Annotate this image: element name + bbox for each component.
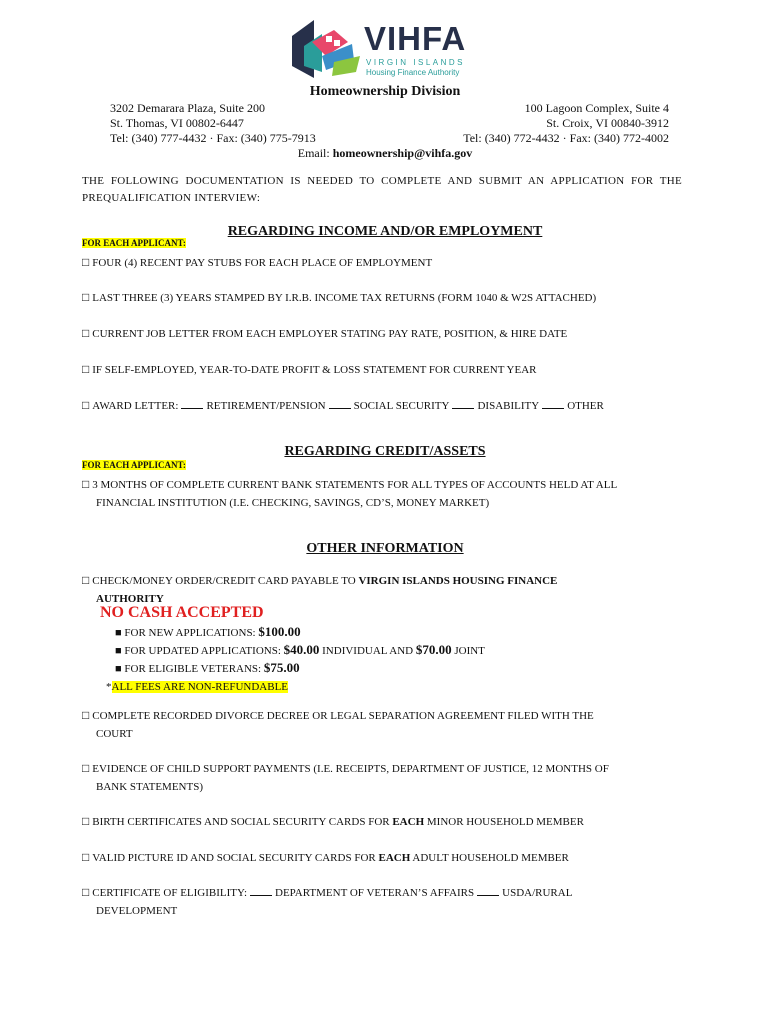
email-link[interactable]: homeownership@vihfa.gov (332, 146, 473, 160)
st-thomas-address (110, 101, 316, 146)
checkbox[interactable]: □ (82, 477, 90, 491)
checklist-item (82, 812, 682, 831)
address-line: 3202 Demarara Plaza, Suite 200 (110, 101, 265, 115)
award-letter-item (82, 396, 682, 415)
checklist-item (82, 706, 682, 743)
checklist-item (82, 360, 682, 379)
bullet-icon: ■ (115, 627, 125, 639)
vihfa-logo (282, 16, 487, 82)
fee-connector: INDIVIDUAL AND (319, 645, 416, 657)
checklist-item (82, 759, 682, 796)
item-text: ADULT HOUSEHOLD MEMBER (410, 852, 569, 864)
award-option: OTHER (567, 400, 604, 412)
income-applicant-label: FOR EACH APPLICANT: (82, 238, 186, 248)
item-text-continued: DEVELOPMENT (96, 905, 178, 917)
email-line (0, 146, 770, 161)
fee-amount: $100.00 (258, 624, 301, 639)
address-line: St. Croix, VI 00840-3912 (546, 116, 669, 130)
logo-tagline: Housing Finance Authority (366, 68, 460, 77)
item-text: LAST THREE (3) YEARS STAMPED BY I.R.B. INCOME TAX RETURNS (FORM 1040 & W2S ATTACHED) (92, 292, 597, 304)
checkbox[interactable]: □ (82, 290, 90, 304)
house-logo-icon (282, 16, 362, 82)
blank-field[interactable] (250, 886, 272, 896)
fee-veterans (115, 660, 300, 676)
checklist-item (82, 288, 682, 307)
blank-field[interactable] (542, 399, 564, 409)
non-refundable-note (106, 681, 288, 693)
division-title: Homeownership Division (309, 84, 461, 99)
checklist-item (82, 475, 682, 512)
checkbox[interactable]: □ (82, 255, 90, 269)
award-option: DISABILITY (477, 400, 540, 412)
checklist-item (82, 883, 682, 920)
logo-wordmark: VIHFA (364, 20, 467, 57)
email-label: Email: (297, 146, 333, 160)
blank-field[interactable] (329, 399, 351, 409)
emphasis: EACH (378, 852, 411, 864)
blank-field[interactable] (452, 399, 474, 409)
address-line: St. Thomas, VI 00802-6447 (110, 116, 244, 130)
item-text-continued: COURT (96, 728, 133, 740)
item-text: CERTIFICATE OF ELIGIBILITY: (92, 887, 248, 899)
item-text: VALID PICTURE ID AND SOCIAL SECURITY CARDS FOR (92, 852, 379, 864)
blank-field[interactable] (181, 399, 203, 409)
intro-paragraph: THE FOLLOWING DOCUMENTATION IS NEEDED TO COMPLETE AND SUBMIT AN APPLICATION FOR THE PREQUALIFICATION INTERVIEW: (82, 175, 682, 204)
asterisk: * (106, 681, 112, 693)
other-heading: OTHER INFORMATION (306, 541, 464, 556)
fee-updated (115, 642, 485, 658)
checkbox[interactable]: □ (82, 761, 90, 775)
checklist-item (82, 571, 682, 608)
checkbox[interactable]: □ (82, 362, 90, 376)
logo-subtitle: VIRGIN ISLANDS (366, 58, 466, 67)
fee-label: FOR UPDATED APPLICATIONS: (124, 645, 284, 657)
checklist-item (82, 324, 682, 343)
checkbox[interactable]: □ (82, 398, 90, 412)
bullet-icon: ■ (115, 663, 125, 675)
item-text-continued: FINANCIAL INSTITUTION (I.E. CHECKING, SAVINGS, CD’S, MONEY MARKET) (96, 497, 490, 509)
item-text: CHECK/MONEY ORDER/CREDIT CARD PAYABLE TO (92, 575, 359, 587)
payee-name-continued: AUTHORITY (96, 593, 164, 605)
blank-field[interactable] (477, 886, 499, 896)
fee-label: FOR NEW APPLICATIONS: (124, 627, 259, 639)
checkbox[interactable]: □ (82, 850, 90, 864)
emphasis: EACH (392, 816, 425, 828)
st-croix-address (463, 101, 669, 146)
item-text: MINOR HOUSEHOLD MEMBER (424, 816, 584, 828)
checkbox[interactable]: □ (82, 573, 90, 587)
item-text: USDA/RURAL (502, 887, 573, 899)
item-text: EVIDENCE OF CHILD SUPPORT PAYMENTS (I.E. RECEIPTS, DEPARTMENT OF JUSTICE, 12 MONTHS OF (92, 763, 609, 775)
award-option: RETIREMENT/PENSION (206, 400, 326, 412)
checklist-item (82, 253, 682, 272)
award-label: AWARD LETTER: (92, 400, 179, 412)
checkbox[interactable]: □ (82, 814, 90, 828)
item-text-continued: BANK STATEMENTS) (96, 781, 203, 793)
no-cash-notice: NO CASH ACCEPTED (100, 604, 264, 621)
item-text: COMPLETE RECORDED DIVORCE DECREE OR LEGAL SEPARATION AGREEMENT FILED WITH THE (92, 710, 594, 722)
checklist-item (82, 848, 682, 867)
address-line: 100 Lagoon Complex, Suite 4 (524, 101, 669, 115)
award-option: SOCIAL SECURITY (353, 400, 450, 412)
fee-label: FOR ELIGIBLE VETERANS: (124, 663, 264, 675)
fee-amount: $40.00 (283, 642, 320, 657)
checkbox[interactable]: □ (82, 708, 90, 722)
fee-new (115, 624, 301, 640)
fee-amount: $70.00 (415, 642, 452, 657)
payee-name: VIRGIN ISLANDS HOUSING FINANCE (358, 575, 558, 587)
item-text: CURRENT JOB LETTER FROM EACH EMPLOYER STATING PAY RATE, POSITION, & HIRE DATE (92, 328, 568, 340)
item-text: IF SELF-EMPLOYED, YEAR-TO-DATE PROFIT & LOSS STATEMENT FOR CURRENT YEAR (92, 364, 537, 376)
item-text: FOUR (4) RECENT PAY STUBS FOR EACH PLACE OF EMPLOYMENT (92, 257, 433, 269)
item-text: BIRTH CERTIFICATES AND SOCIAL SECURITY CARDS FOR (92, 816, 393, 828)
fee-suffix: JOINT (451, 645, 485, 657)
fee-amount: $75.00 (263, 660, 300, 675)
checkbox[interactable]: □ (82, 885, 90, 899)
item-text: DEPARTMENT OF VETERAN’S AFFAIRS (275, 887, 475, 899)
income-heading: REGARDING INCOME AND/OR EMPLOYMENT (227, 224, 543, 239)
checkbox[interactable]: □ (82, 326, 90, 340)
address-line: Tel: (340) 777-4432 · Fax: (340) 775-7913 (110, 131, 316, 145)
credit-applicant-label: FOR EACH APPLICANT: (82, 460, 186, 470)
credit-heading: REGARDING CREDIT/ASSETS (284, 444, 486, 459)
non-refundable-text: ALL FEES ARE NON-REFUNDABLE (111, 681, 289, 693)
address-line: Tel: (340) 772-4432 · Fax: (340) 772-4002 (463, 131, 669, 145)
bullet-icon: ■ (115, 645, 125, 657)
item-text: 3 MONTHS OF COMPLETE CURRENT BANK STATEMENTS FOR ALL TYPES OF ACCOUNTS HELD AT ALL (92, 479, 618, 491)
